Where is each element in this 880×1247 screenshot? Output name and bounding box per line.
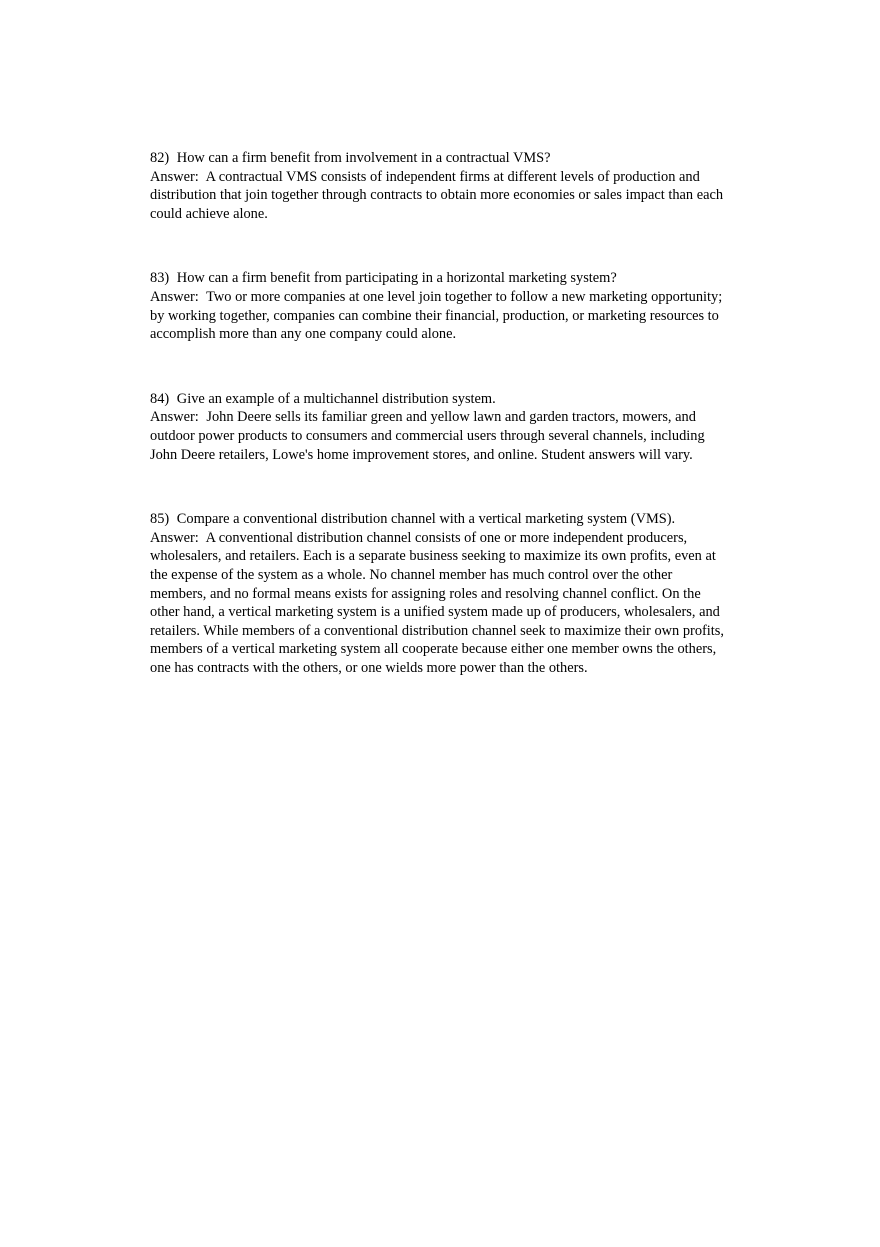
question-number: 85): [150, 511, 170, 528]
answer-label: Answer:: [150, 168, 199, 185]
question-number: 82): [150, 150, 170, 166]
question-text: How can a firm benefit from involvement in a contractual VMS?: [176, 150, 551, 166]
question-item-85: [150, 510, 730, 677]
question-line: [150, 390, 730, 409]
question-number: 83): [150, 270, 170, 287]
answer-text: A conventional distribution channel consists of one or more independent producers, wholesalers, and retailers. Each is a separate business seeking to maximize its own profits, even at the expense of the system as a whole. No channel member has much control over the other members, and no formal means exists for assigning roles and resolving channel conflict. On the other hand, a vertical marketing system is a unified system made up of producers, wholesalers, and retailers. While members of a conventional distribution channel seek to maximize their own profits, members of a vertical marketing system all cooperate because either one member owns the others, one has contracts with the others, or one wields more power than the others.: [150, 529, 724, 676]
answer-text: Two or more companies at one level join together to follow a new marketing opportunity; by working together, companies can combine their financial, production, or marketing resources to accomplish more than any one company could alone.: [150, 288, 723, 343]
question-item-83: [150, 269, 730, 343]
answer-paragraph: [150, 168, 730, 224]
answer-text: John Deere sells its familiar green and yellow lawn and garden tractors, mowers, and outdoor power products to consumers and commercial users through several channels, including John Deere retailers, Lowe's home improvement stores, and online. Student answers will vary.: [150, 409, 705, 463]
question-text: How can a firm benefit from participating in a horizontal marketing system?: [176, 270, 617, 287]
answer-label: Answer:: [150, 529, 199, 546]
question-text: Compare a conventional distribution channel with a vertical marketing system (VMS).: [176, 511, 676, 528]
answer-text: A contractual VMS consists of independent firms at different levels of production and distribution that join together through contracts to obtain more economies or sales impact than each could achieve alone.: [150, 168, 724, 222]
question-item-82: [150, 149, 730, 223]
answer-paragraph: [150, 408, 730, 464]
question-line: [150, 510, 730, 529]
question-text: Give an example of a multichannel distribution system.: [176, 390, 496, 407]
answer-label: Answer:: [150, 409, 199, 426]
answer-paragraph: [150, 288, 730, 344]
question-item-84: [150, 390, 730, 464]
document-body: [150, 149, 730, 723]
question-line: [150, 149, 730, 168]
answer-label: Answer:: [150, 288, 199, 305]
question-number: 84): [150, 390, 170, 407]
answer-paragraph: [150, 529, 730, 678]
question-line: [150, 269, 730, 288]
